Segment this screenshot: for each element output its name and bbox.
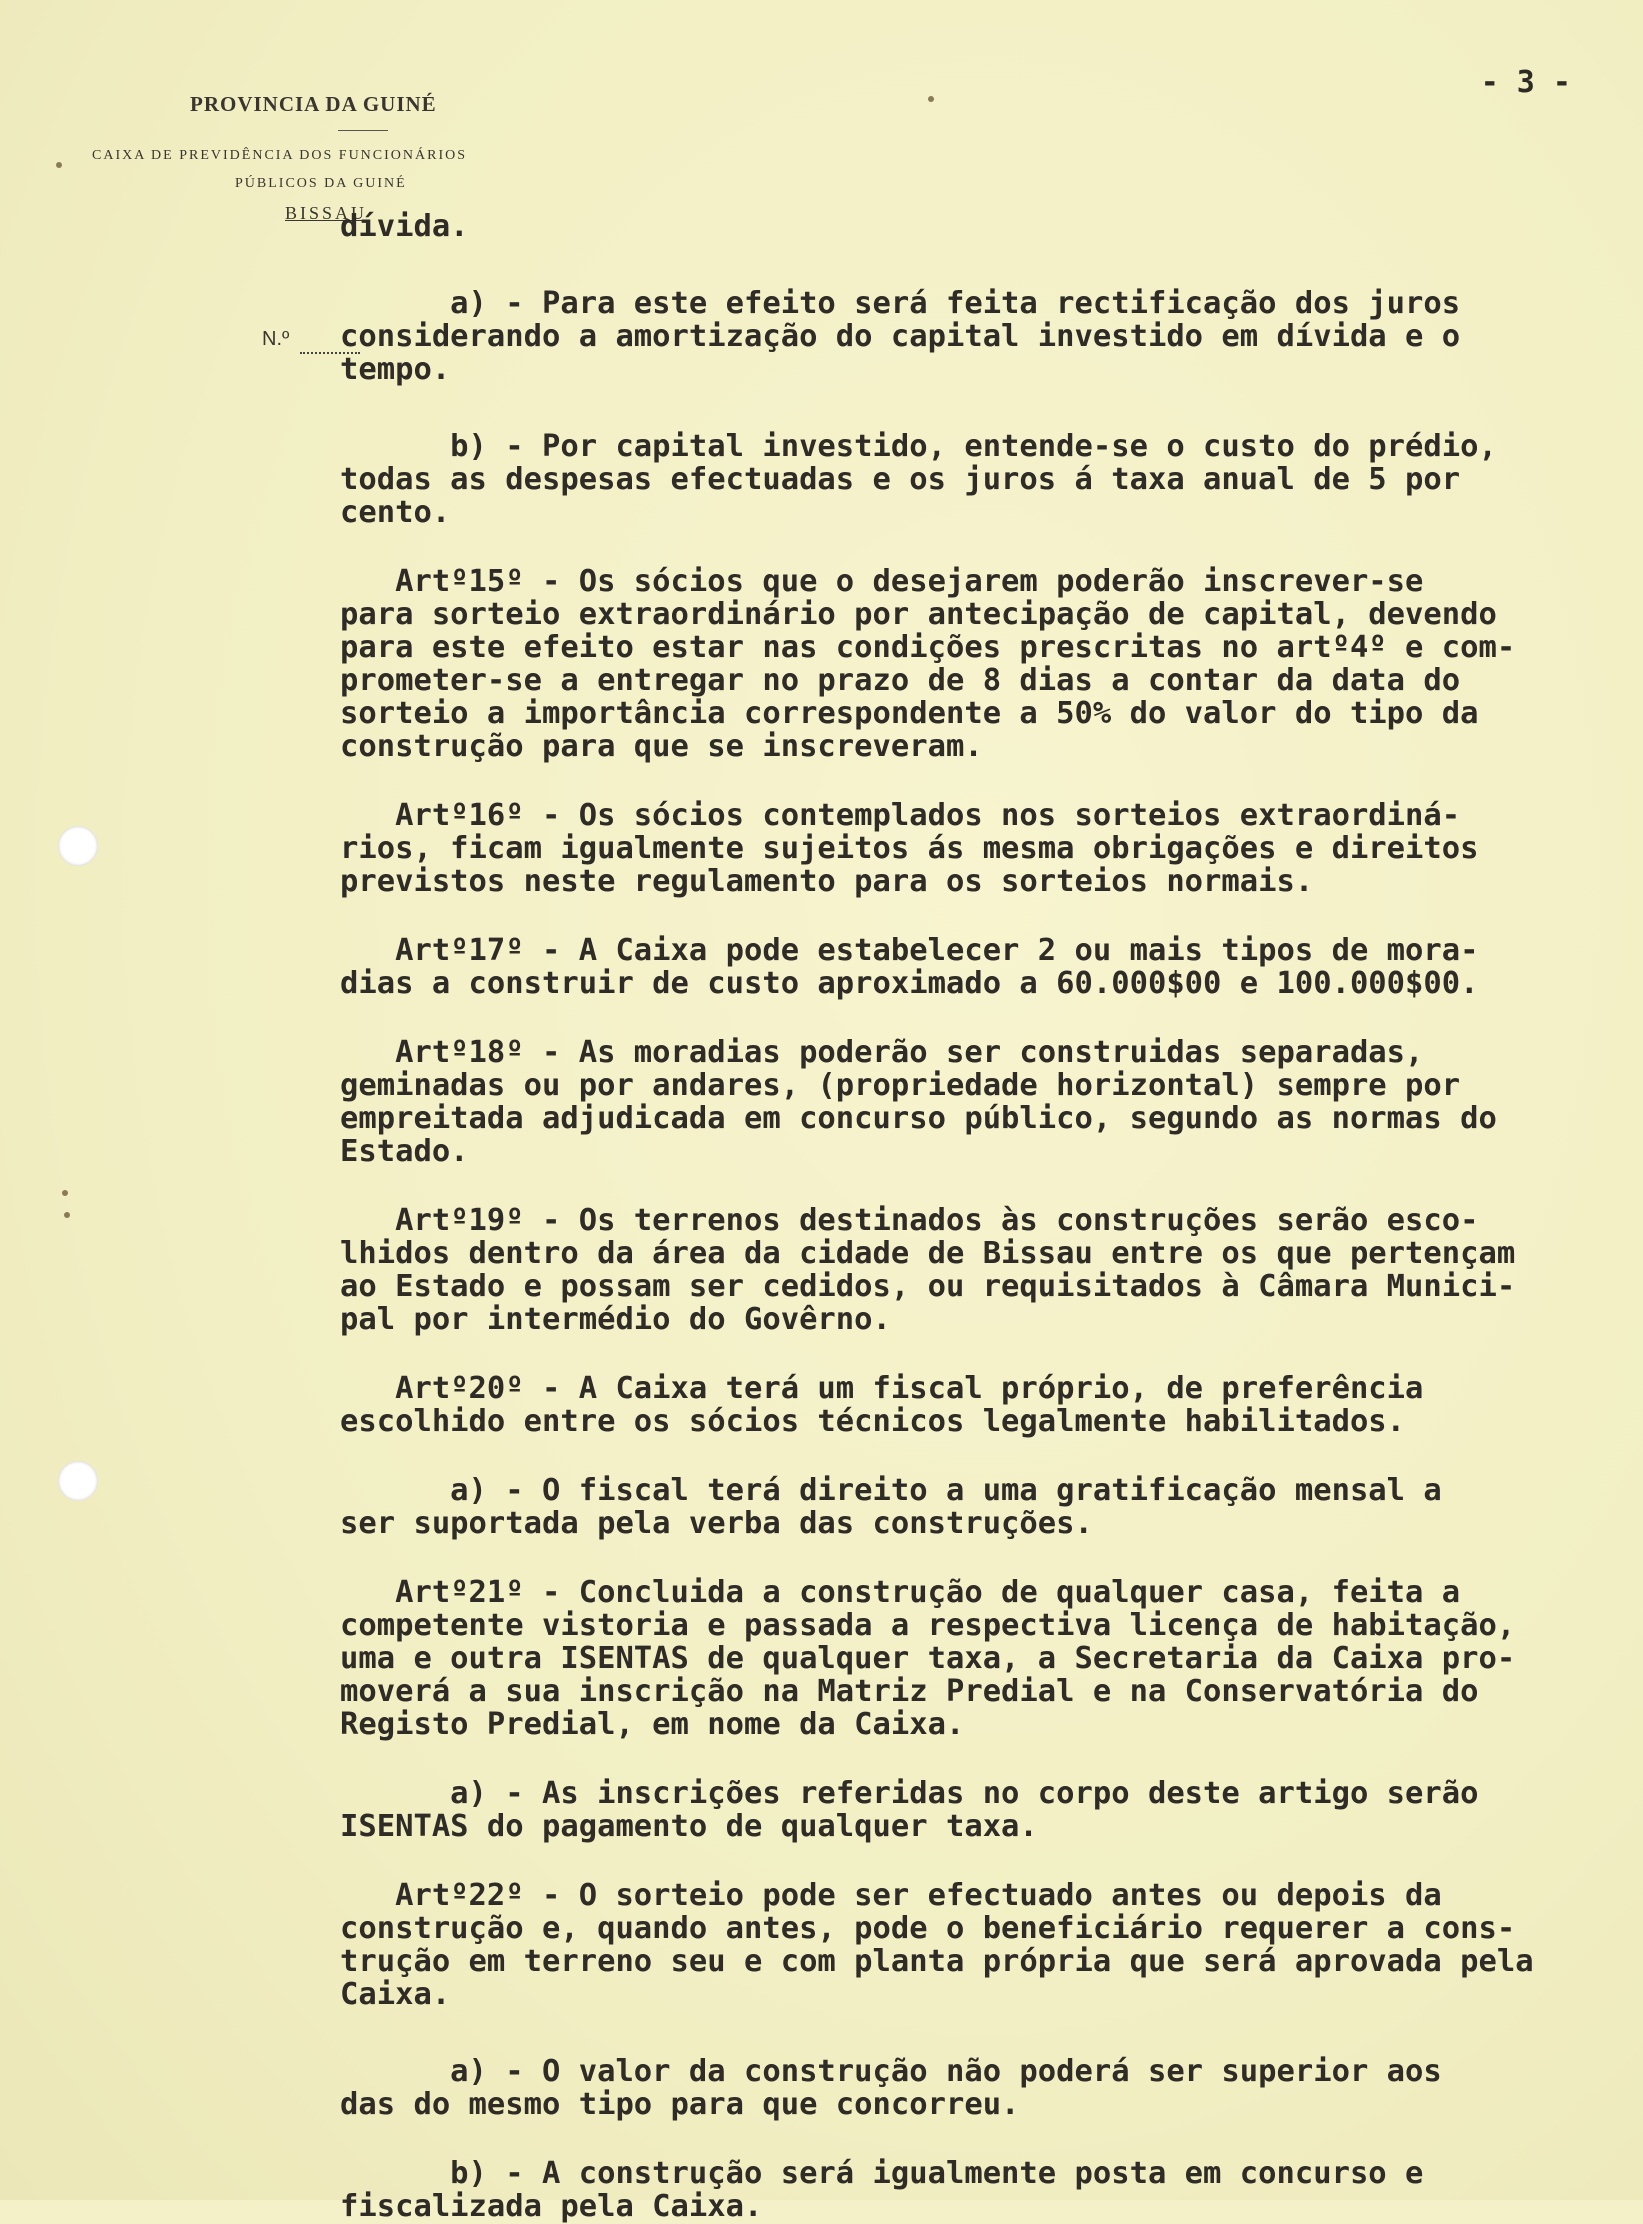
text-line: escolhido entre os sócios técnicos legalmente habilitados. (340, 1404, 1406, 1439)
text-line: Registo Predial, em nome da Caixa. (340, 1707, 965, 1742)
text-line: trução em terreno seu e com planta própria que será aprovada pela (340, 1944, 1534, 1979)
text-line: b) - A construção será igualmente posta em concurso e (340, 2156, 1424, 2191)
text-line: Artº22º - O sorteio pode ser efectuado antes ou depois da (340, 1878, 1442, 1913)
paper-speck (928, 96, 934, 102)
text-line: empreitada adjudicada em concurso público, segundo as normas do (340, 1101, 1497, 1136)
text-line: Estado. (340, 1134, 469, 1169)
text-line: Artº16º - Os sócios contemplados nos sorteios extraordiná- (340, 798, 1461, 833)
text-line: fiscalizada pela Caixa. (340, 2189, 763, 2224)
typewritten-body (340, 210, 1630, 2223)
page-number: - 3 - (1480, 65, 1571, 100)
text-line: Artº18º - As moradias poderão ser construidas separadas, (340, 1035, 1424, 1070)
text-line: todas as despesas efectuadas e os juros á taxa anual de 5 por (340, 462, 1461, 497)
text-line: ISENTAS do pagamento de qualquer taxa. (340, 1809, 1038, 1844)
letterhead-city: BISSAU (285, 203, 368, 223)
text-line: pal por intermédio do Govêrno. (340, 1302, 891, 1337)
punch-hole-bottom (58, 1461, 98, 1501)
punch-hole-top (58, 826, 98, 866)
text-line: a) - O fiscal terá direito a uma gratificação mensal a (340, 1473, 1442, 1508)
text-line: sorteio a importância correspondente a 50% do valor do tipo da (340, 696, 1479, 731)
letterhead-institution-line2: PÚBLICOS DA GUINÉ (235, 176, 407, 191)
text-line: dívida. (340, 209, 469, 244)
text-line: rios, ficam igualmente sujeitos ás mesma obrigações e direitos (340, 831, 1479, 866)
text-line: a) - As inscrições referidas no corpo deste artigo serão (340, 1776, 1479, 1811)
text-line: moverá a sua inscrição na Matriz Predial e na Conservatória do (340, 1674, 1479, 1709)
text-line: Artº15º - Os sócios que o desejarem poderão inscrever-se (340, 564, 1424, 599)
text-line: lhidos dentro da área da cidade de Bissau entre os que pertençam (340, 1236, 1516, 1271)
text-line: uma e outra ISENTAS de qualquer taxa, a Secretaria da Caixa pro- (340, 1641, 1516, 1676)
paper-speck (62, 1190, 68, 1196)
text-line: considerando a amortização do capital investido em dívida e o (340, 319, 1461, 354)
text-line: a) - Para este efeito será feita rectificação dos juros (340, 286, 1461, 321)
letterhead-institution-line1: CAIXA DE PREVIDÊNCIA DOS FUNCIONÁRIOS (92, 148, 468, 163)
text-line: previstos neste regulamento para os sorteios normais. (340, 864, 1314, 899)
text-line: ao Estado e possam ser cedidos, ou requisitados à Câmara Munici- (340, 1269, 1516, 1304)
text-line: construção para que se inscreveram. (340, 729, 983, 764)
text-line: prometer-se a entregar no prazo de 8 dias a contar da data do (340, 663, 1461, 698)
text-line: cento. (340, 495, 451, 530)
text-line: para sorteio extraordinário por antecipação de capital, devendo (340, 597, 1497, 632)
text-line: Artº19º - Os terrenos destinados às construções serão esco- (340, 1203, 1479, 1238)
text-line: tempo. (340, 352, 451, 387)
text-line: das do mesmo tipo para que concorreu. (340, 2087, 1020, 2122)
text-line: competente vistoria e passada a respectiva licença de habitação, (340, 1608, 1516, 1643)
text-line: geminadas ou por andares, (propriedade horizontal) sempre por (340, 1068, 1461, 1103)
text-line: construção e, quando antes, pode o beneficiário requerer a cons- (340, 1911, 1516, 1946)
paper-speck (56, 162, 62, 168)
text-line: dias a construir de custo aproximado a 60.000$00 e 100.000$00. (340, 966, 1479, 1001)
text-line: b) - Por capital investido, entende-se o custo do prédio, (340, 429, 1497, 464)
letterhead-province: PROVINCIA DA GUINÉ (190, 92, 437, 116)
text-line: Artº21º - Concluida a construção de qualquer casa, feita a (340, 1575, 1461, 1610)
letterhead-rule (338, 130, 388, 131)
text-line: ser suportada pela verba das construções. (340, 1506, 1093, 1541)
text-line: para este efeito estar nas condições prescritas no artº4º e com- (340, 630, 1516, 665)
text-line: Artº17º - A Caixa pode estabelecer 2 ou mais tipos de mora- (340, 933, 1479, 968)
reference-number-label: N.º (262, 328, 290, 350)
paper-speck (64, 1212, 70, 1218)
text-line: a) - O valor da construção não poderá ser superior aos (340, 2054, 1442, 2089)
text-line: Caixa. (340, 1977, 451, 2012)
text-line: Artº20º - A Caixa terá um fiscal próprio, de preferência (340, 1371, 1424, 1406)
